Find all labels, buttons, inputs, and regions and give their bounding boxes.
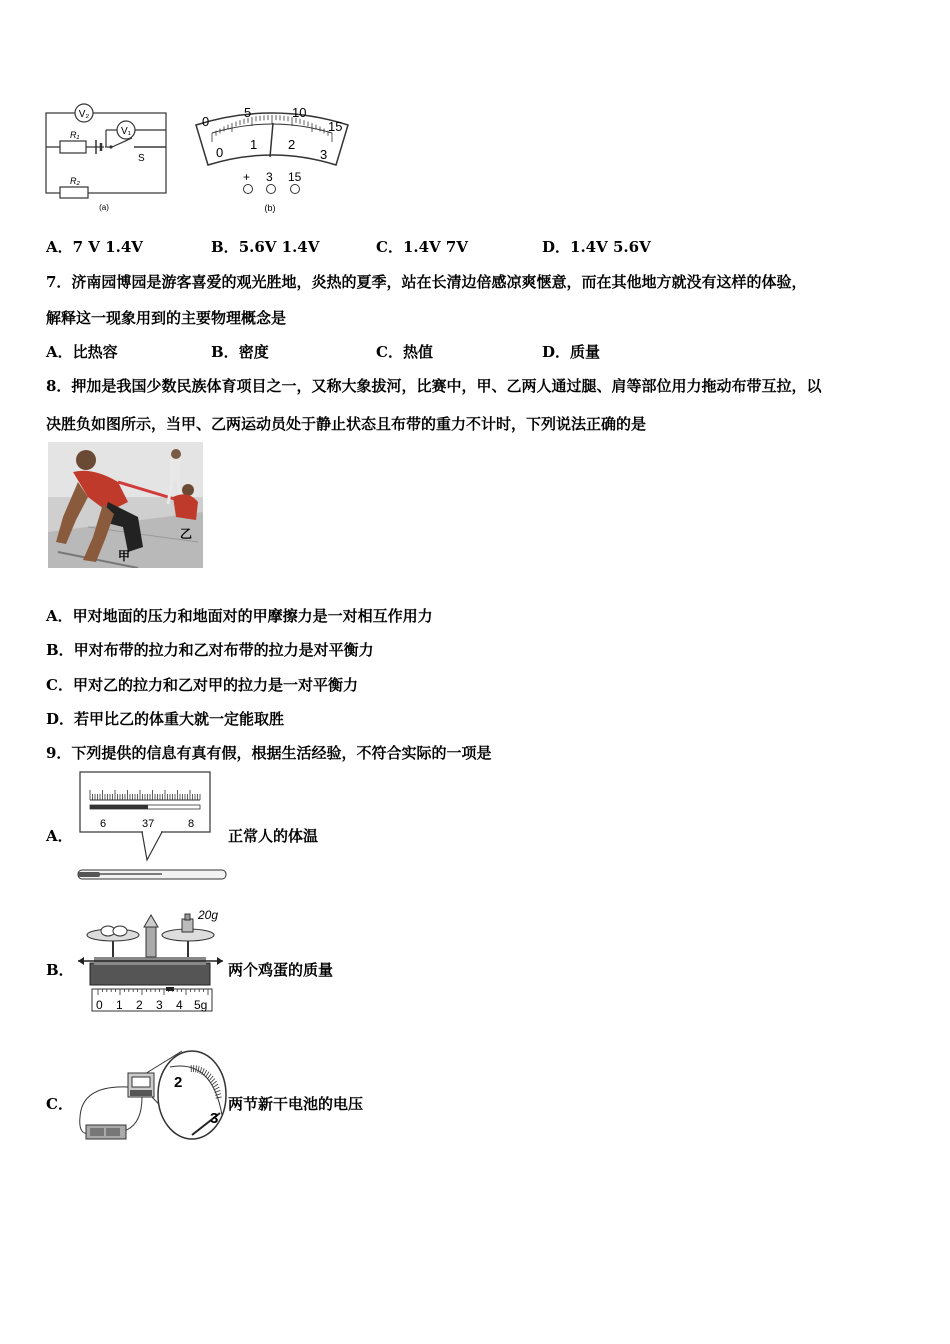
q6-option-a: A．7 V 1.4V [46,238,143,256]
q7-stem-line2: 解释这一现象用到的主要物理概念是 [46,309,287,327]
q7-option-d: D．质量 [542,343,601,361]
q8-option-d: D．若甲比乙的体重大就一定能取胜 [46,710,285,728]
weight-label: 20g [198,908,219,922]
battery-voltmeter-figure [72,1045,230,1150]
balance-scale-5g: 5g [194,998,208,1012]
photo-label-yi: 乙 [180,527,193,541]
balance-scale-0: 0 [96,998,103,1012]
thermo-scale-6: 6 [100,818,107,830]
switch-label: S [138,153,145,164]
q8-option-c: C．甲对乙的拉力和乙对甲的拉力是一对平衡力 [46,676,358,694]
r1-label: R₁ [70,130,80,140]
q8-stem-line2: 决胜负如图所示，当甲、乙两运动员处于静止状态且布带的重力不计时，下列说法正确的是 [46,415,647,433]
q9-option-a-caption: 正常人的体温 [228,827,319,845]
v1-label: V₁ [120,126,132,137]
scale-bottom-1: 1 [250,137,258,152]
scale-bottom-2: 2 [288,137,296,152]
q8-option-a: A．甲对地面的压力和地面对的甲摩擦力是一对相互作用力 [46,607,433,625]
balance-scale-4: 4 [176,998,183,1012]
terminal-plus: + [243,170,251,184]
thermo-scale-37: 37 [142,818,155,830]
scale-bottom-3: 3 [320,147,328,162]
scale-top-0: 0 [202,114,210,129]
balance-scale-2: 2 [136,998,143,1012]
q7-option-c: C．热值 [376,343,433,361]
q7-stem-line1: 7．济南园博园是游客喜爱的观光胜地，炎热的夏季，站在长清边倍感凉爽惬意，而在其他地方就没有这样的体验， [46,273,807,291]
v2-label: V₂ [78,109,90,120]
q9-option-b-caption: 两个鸡蛋的质量 [228,961,334,979]
q7-option-b: B．密度 [211,343,269,361]
circuit-diagram-a [40,100,175,215]
volt-scale-3: 3 [210,1110,219,1127]
figure-a-caption: (a) [99,203,109,212]
terminal-3: 3 [266,170,273,184]
q6-option-b: B．5.6V 1.4V [211,238,320,256]
volt-scale-2: 2 [174,1074,183,1091]
r2-label: R₂ [70,176,80,186]
q6-option-d: D．1.4V 5.6V [542,238,651,256]
tug-of-war-photo [48,442,203,568]
q8-stem-line1: 8．押加是我国少数民族体育项目之一，又称大象拔河，比赛中，甲、乙两人通过腿、肩等部位用力拖动布带互拉，以 [46,377,822,395]
scale-top-5: 5 [244,105,252,120]
q7-option-a: A．比热容 [46,343,118,361]
thermometer-figure [72,770,232,885]
q9-stem: 9．下列提供的信息有真有假，根据生活经验，不符合实际的一项是 [46,744,492,762]
q6-option-c: C．1.4V 7V [376,238,468,256]
terminal-15: 15 [288,170,302,184]
thermo-scale-8: 8 [188,818,195,830]
balance-figure [78,905,228,1020]
photo-label-jia: 甲 [118,549,131,563]
scale-bottom-0: 0 [216,145,224,160]
q8-option-b: B．甲对布带的拉力和乙对布带的拉力是对平衡力 [46,641,374,659]
balance-scale-3: 3 [156,998,163,1012]
figure-b-caption: (b) [264,203,276,213]
q9-option-c-letter: C． [46,1095,73,1113]
q9-option-c-caption: 两节新干电池的电压 [228,1095,364,1113]
voltmeter-dial-b [190,103,355,218]
scale-top-10: 10 [292,105,307,120]
q9-option-a-letter: A． [46,827,73,845]
q9-option-b-letter: B． [46,961,74,979]
scale-top-15: 15 [328,119,343,134]
balance-scale-1: 1 [116,998,123,1012]
